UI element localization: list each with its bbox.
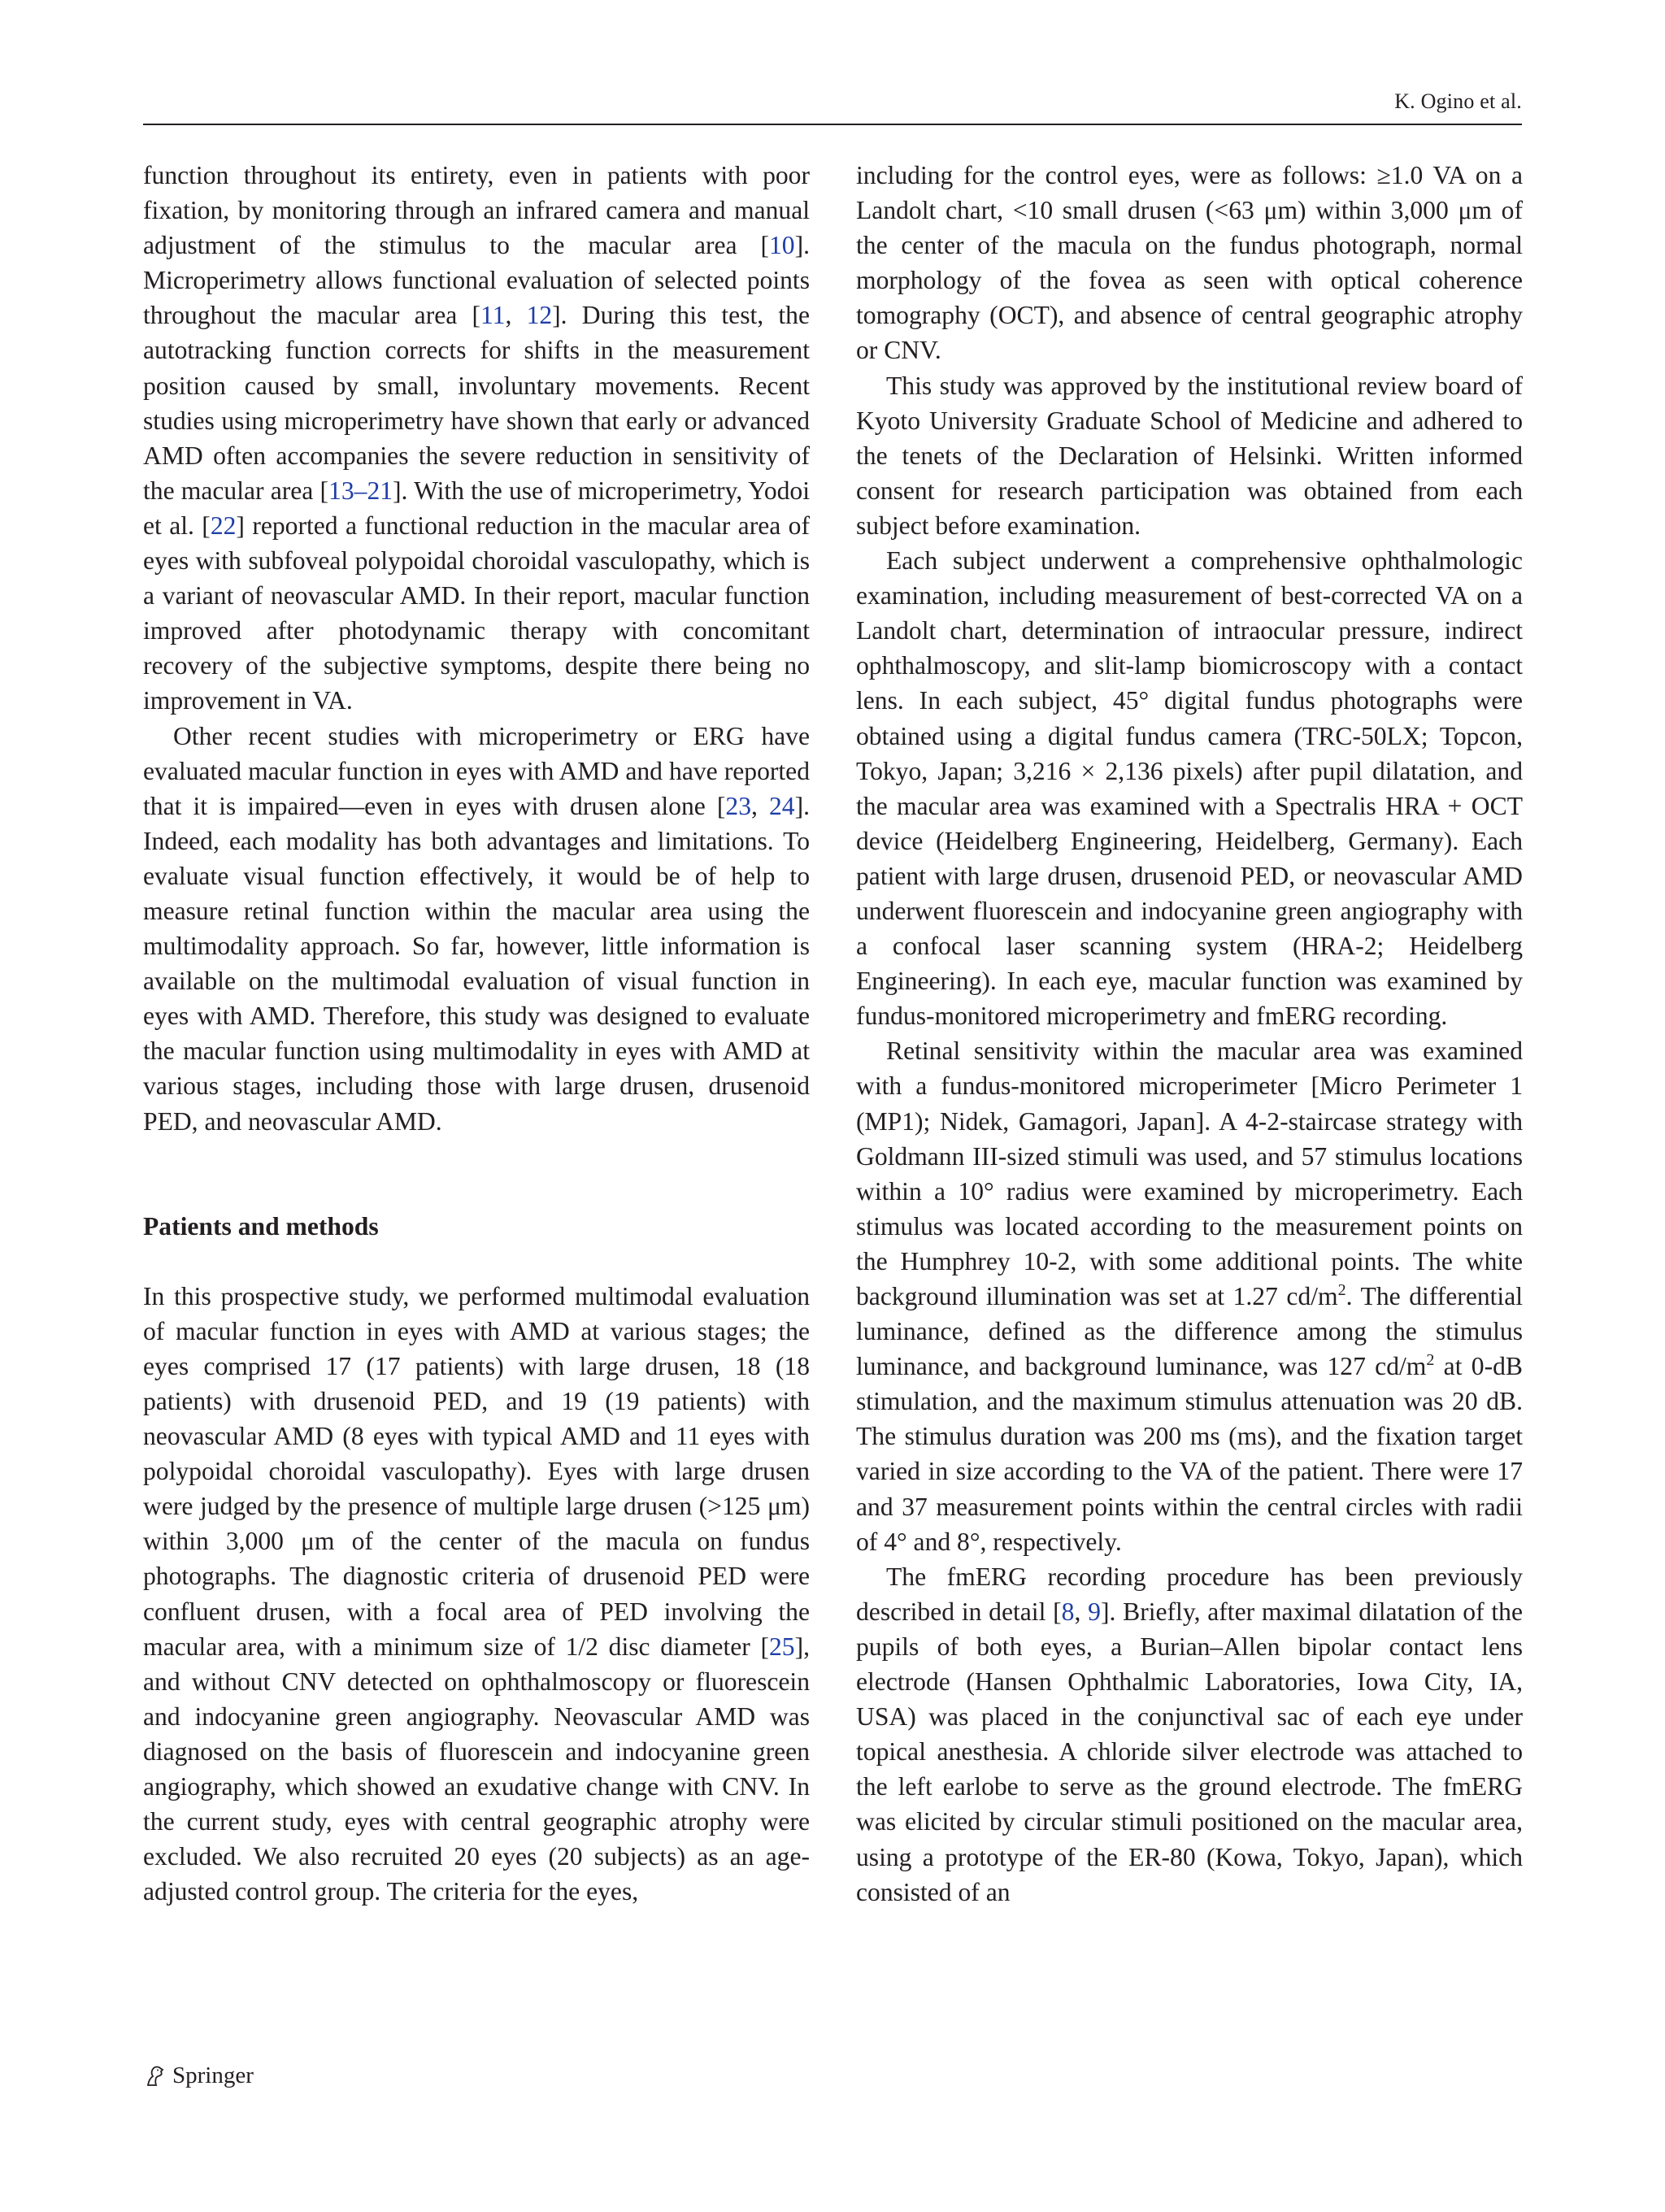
publisher-name: Springer (172, 2062, 254, 2088)
citation-link[interactable]: 10 (768, 231, 795, 260)
citation-link[interactable]: 9 (1088, 1597, 1101, 1626)
text: function throughout its entirety, even in patients with poor fixation, by monitoring through an infrared camera and manual adjustment of the stimulus to the macular area [ (143, 161, 810, 260)
paragraph-intro-modalities (143, 719, 810, 1139)
text: , (505, 301, 527, 330)
paragraph-methods-study-design (143, 1279, 810, 1910)
text: ]. Briefly, after maximal dilatation of the pupils of both eyes, a Burian–Allen bipolar contact lens electrode (Hansen Ophthalmic Laboratories, Iowa City, IA, USA) was placed in the conjunctival sac of each eye under topical anesthesia. A chloride silver electrode was attached to the left earlobe to serve as the ground electrode. The fmERG was elicited by circular stimuli positioned on the macular area, using a prototype of the ER-80 (Kowa, Tokyo, Japan), which consisted of an (856, 1597, 1523, 1906)
section-heading-patients-methods: Patients and methods (143, 1211, 379, 1241)
publisher-footer (143, 2062, 254, 2089)
paragraph-examination: Each subject underwent a comprehensive ophthalmologic examination, including measurement of best-corrected VA on a Landolt chart, determination of intraocular pressure, indirect ophthalmoscopy, and slit-lamp biomicroscopy with a contact lens. In each subject, 45° digital fundus photographs were obtained using a digital fundus camera (TRC-50LX; Topcon, Tokyo, Japan; 3,216 × 2,136 pixels) after pupil dilatation, and the macular area was examined with a Spectralis HRA + OCT device (Heidelberg Engineering, Heidelberg, Germany). Each patient with large drusen, drusenoid PED, or neovascular AMD underwent fluorescein and indocyanine green angiography with a confocal laser scanning system (HRA-2; Heidelberg Engineering). In each eye, macular function was examined by fundus-monitored microperimetry and fmERG recording. (856, 546, 1523, 1031)
superscript: 2 (1337, 1281, 1346, 1299)
citation-link[interactable]: 12 (526, 301, 553, 330)
text: ]. With the use of microperimetry, Yodoi et al. [ (143, 476, 810, 540)
text: The fmERG recording procedure has been previously described in detail [ (856, 1562, 1523, 1626)
citation-link[interactable]: 23 (725, 791, 751, 820)
text: ] reported a functional reduction in the macular area of eyes with subfoveal polypoidal choroidal vasculopathy, which is a variant of neovascular AMD. In their report, macular function improved after photodynamic therapy with concomitant recovery of the subjective symptoms, despite there being no improvement in VA. (143, 511, 810, 715)
text: . The differential luminance, defined as the difference among the stimulus luminance, and background luminance, was 127 cd/m (856, 1282, 1523, 1381)
text: Retinal sensitivity within the macular area was examined with a fundus-monitored microperimeter [Micro Perimeter 1 (MP1); Nidek, Gamagori, Japan]. A 4-2-staircase strategy with Goldmann III-sized stimuli was used, and 57 stimulus locations within a 10° radius were examined by microperimetry. Each stimulus was located according to the measurement points on the Humphrey 10-2, with some additional points. The white background illumination was set at 1.27 cd/m (856, 1036, 1523, 1310)
citation-link[interactable]: 8 (1061, 1597, 1075, 1626)
text: ]. Indeed, each modality has both advantages and limitations. To evaluate visual function effectively, it would be of help to measure retinal function within the macular area using the multimodality approach. So far, however, little information is available on the multimodal evaluation of visual function in eyes with AMD. Therefore, this study was designed to evaluate the macular function using multimodality in eyes with AMD at various stages, including those with large drusen, drusenoid PED, and neovascular AMD. (143, 791, 811, 1136)
header-rule (143, 124, 1522, 125)
running-head-author: K. Ogino et al. (1394, 89, 1522, 113)
superscript: 2 (1426, 1351, 1435, 1370)
text: In this prospective study, we performed multimodal evaluation of macular function in eyes with AMD at various stages; the eyes comprised 17 (17 patients) with large drusen, 18 (18 patients) with drusenoid PED, and 19 (19 patients) with neovascular AMD (8 eyes with typical AMD and 11 eyes with polypoidal choroidal vasculopathy). Eyes with large drusen were judged by the presence of multiple large drusen (>125 μm) within 3,000 μm of the center of the macula on fundus photographs. The diagnostic criteria of drusenoid PED were confluent drusen, with a focal area of PED involving the macular area, with a minimum size of 1/2 disc diameter [ (143, 1281, 810, 1661)
text: , (1074, 1597, 1089, 1626)
paragraph-control-criteria: including for the control eyes, were as follows: ≥1.0 VA on a Landolt chart, <10 small drusen (<63 μm) within 3,000 μm of the center of the macula on the fundus photograph, normal morphology of the fovea as seen with optical coherence tomography (OCT), and absence of central geographic atrophy or CNV. (856, 161, 1523, 365)
citation-link[interactable]: 22 (210, 511, 237, 540)
left-column (143, 158, 810, 1909)
paragraph-fmerg (856, 1559, 1523, 1910)
text: ]. During this test, the autotracking function corrects for shifts in the measurement position caused by small, involuntary movements. Recent studies using microperimetry have shown that early or advanced AMD often accompanies the severe reduction in sensitivity of the macular area [ (143, 301, 810, 505)
citation-link[interactable]: 24 (769, 791, 795, 820)
citation-link[interactable]: 25 (768, 1632, 795, 1661)
citation-link[interactable]: 13–21 (328, 476, 393, 505)
text: ]. Microperimetry allows functional evaluation of selected points throughout the macular area [ (143, 231, 810, 330)
text: ], and without CNV detected on ophthalmoscopy or fluorescein and indocyanine green angiography. Neovascular AMD was diagnosed on the basis of fluorescein and indocyanine green angiography, which showed an exudative change with CNV. In the current study, eyes with central geographic atrophy were excluded. We also recruited 20 eyes (20 subjects) as an age-adjusted control group. The criteria for the eyes, (143, 1632, 810, 1906)
paragraph-intro-continued (143, 158, 810, 719)
citation-link[interactable]: 11 (480, 301, 506, 330)
text: at 0-dB stimulation, and the maximum stimulus attenuation was 20 dB. The stimulus duration was 200 ms (ms), and the fixation target varied in size according to the VA of the patient. There were 17 and 37 measurement points within the central circles with radii of 4° and 8°, respectively. (856, 1352, 1523, 1556)
text: Other recent studies with microperimetry or ERG have evaluated macular function in eyes with AMD and have reported that it is impaired—even in eyes with drusen alone [ (143, 721, 810, 820)
paragraph-microperimetry (856, 1033, 1523, 1558)
right-column (856, 158, 1523, 1910)
paragraph-ethics: This study was approved by the institutional review board of Kyoto University Graduate School of Medicine and adhered to the tenets of the Declaration of Helsinki. Written informed consent for research participation was obtained from each subject before examination. (856, 371, 1523, 540)
springer-horse-icon (143, 2064, 167, 2088)
text: , (751, 791, 769, 820)
